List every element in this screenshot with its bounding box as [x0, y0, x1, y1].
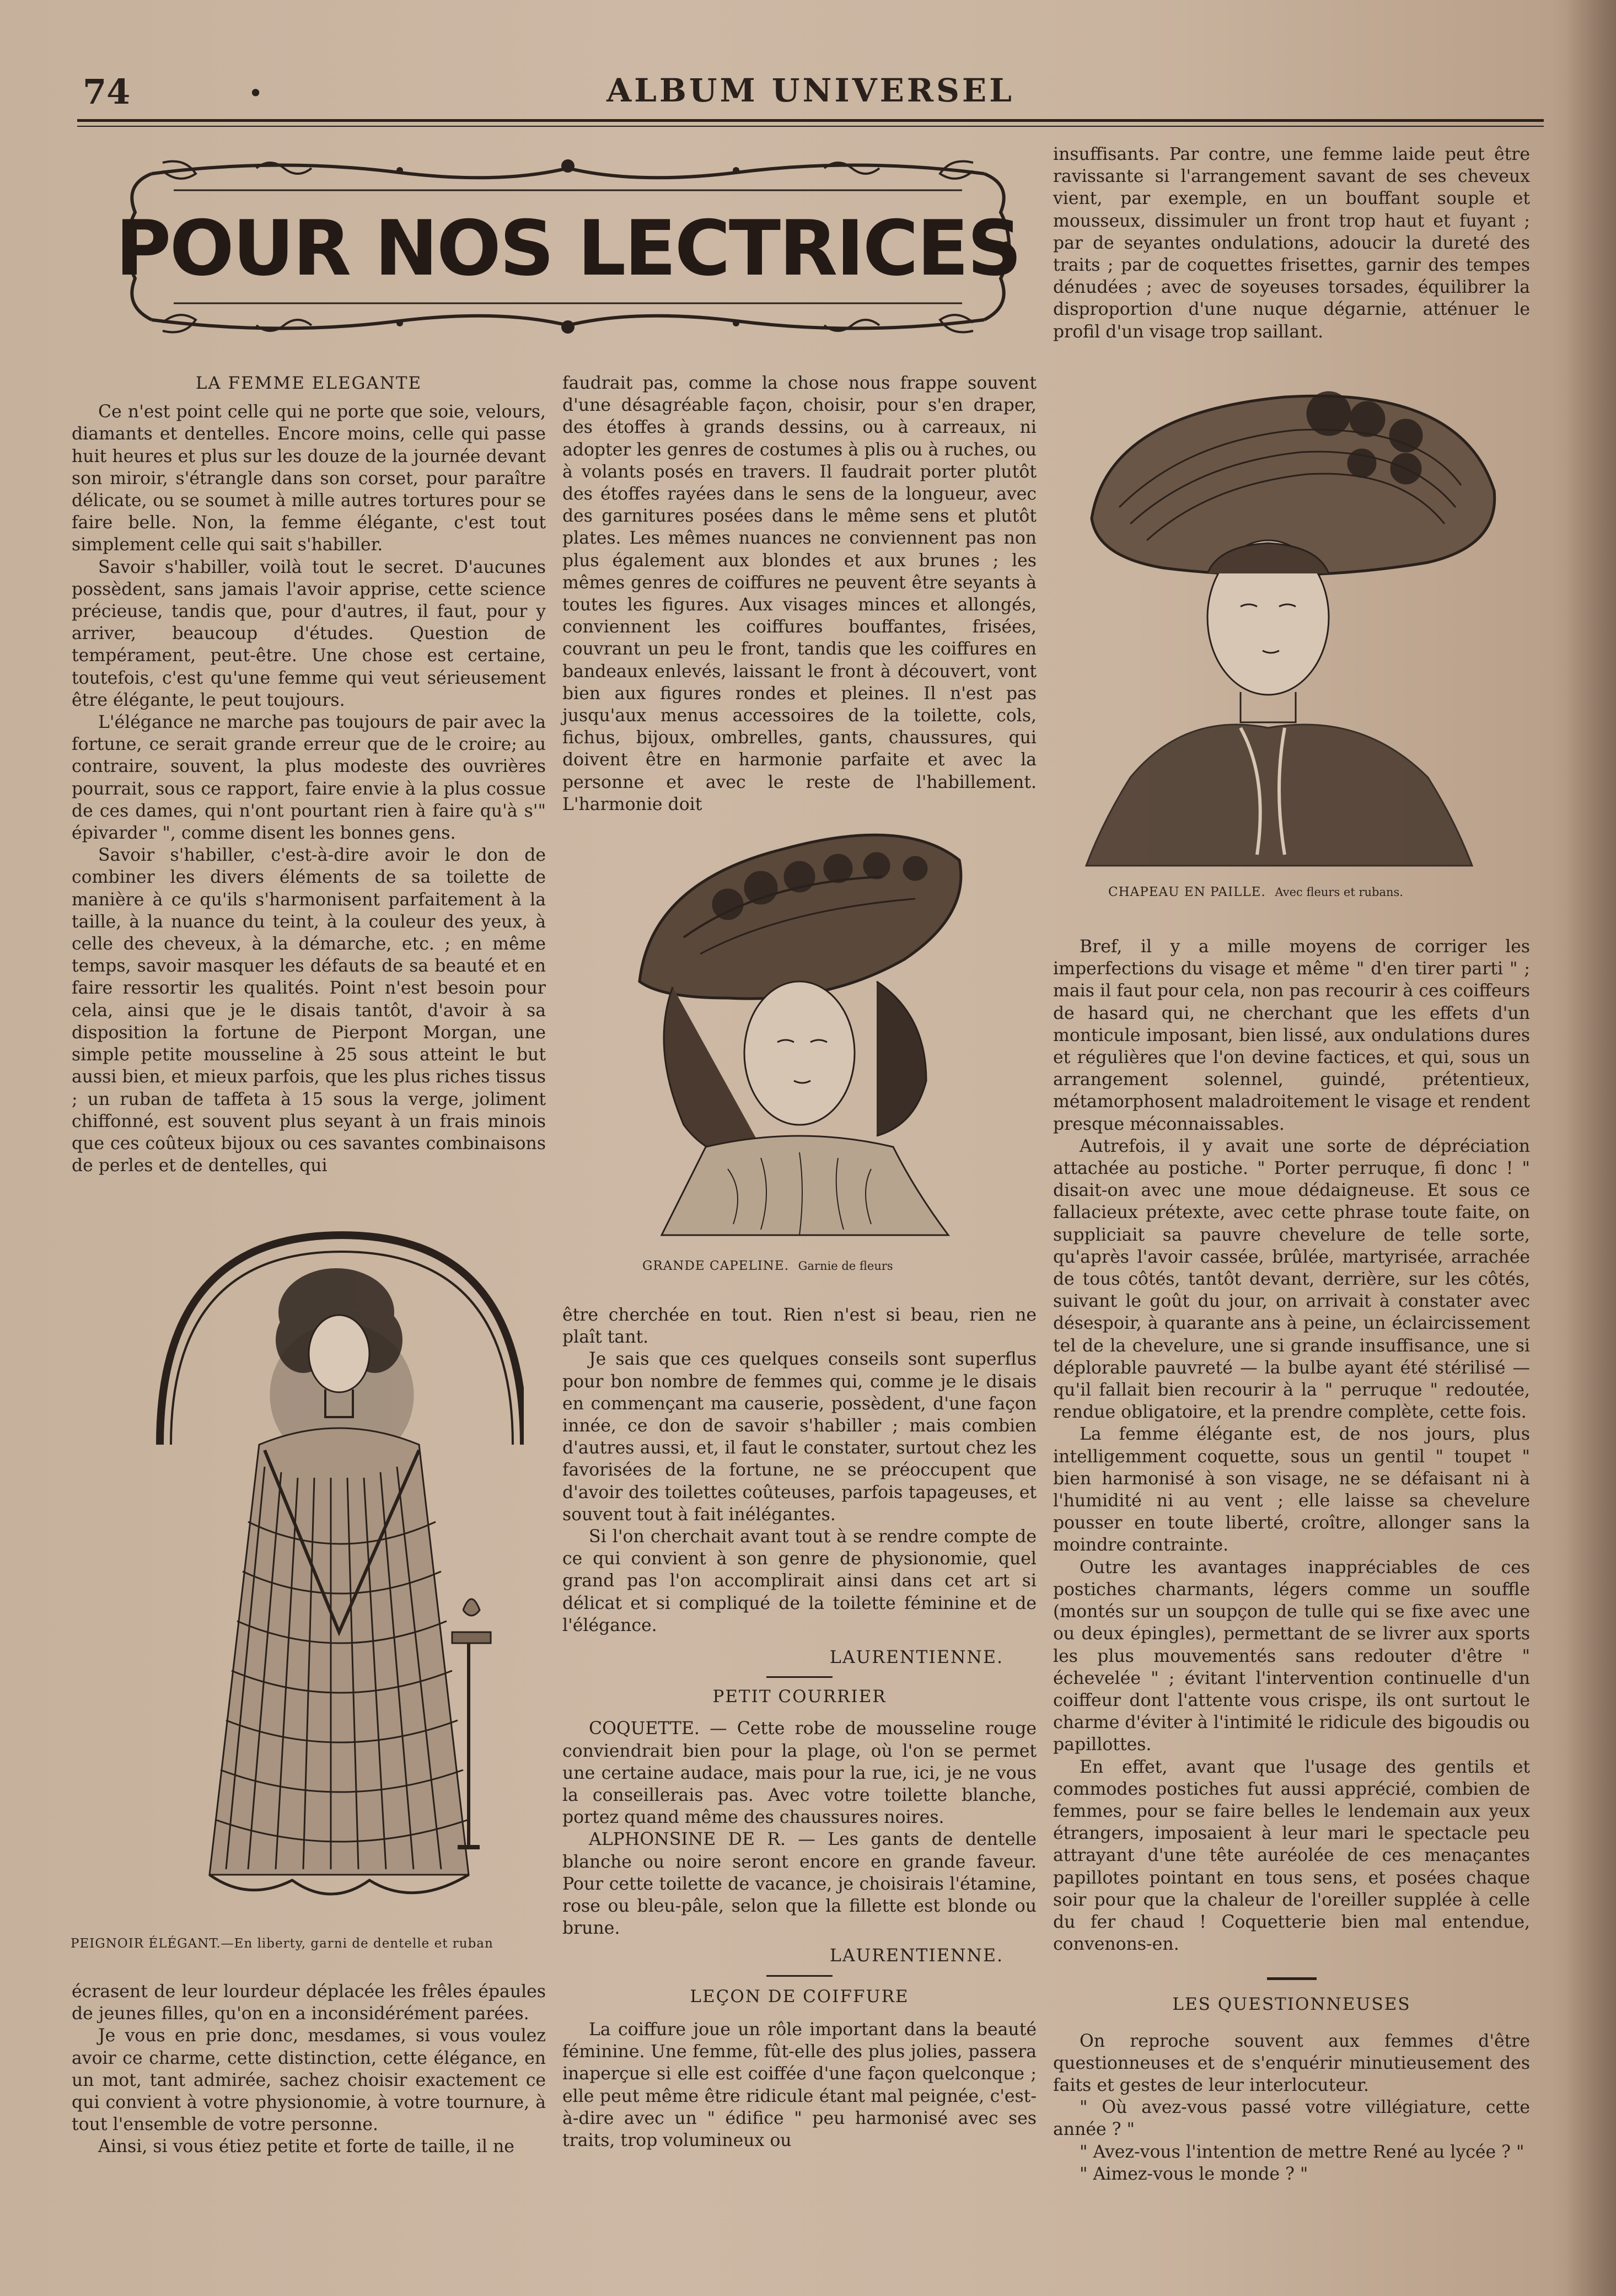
signature: LAURENTIENNE. — [829, 1648, 1003, 1668]
caption-capeline-main: GRANDE CAPELINE. — [642, 1259, 790, 1273]
paragraph: Savoir s'habiller, voilà tout le secret. D'aucunes possèdent, sans jamais l'avoir apprise, cette science précieuse, tandis que, pour d'autres, il faut, pour y arriver, beaucoup d'études. Question de tempérament, peut-être. Une chose est certaine, toutefois, c'est qu'une femme qui veut sérieusement être élégante, le peut toujours. — [72, 557, 546, 710]
paragraph: faudrait pas, comme la chose nous frappe souvent d'une désagréable façon, choisir, pour s'en draper, des étoffes à grands dessins, ou à carreaux, ni adopter les genres de costumes à plis ou à ruches, ou à volants posés en travers. Il faudrait porter plutôt des étoffes rayées dans le sens de la longueur, avec des garnitures posées dans le même sens et plutôt plates. Les mêmes nuances ne conviennent pas non plus également aux blondes et aux brunes ; les mêmes genres de coiffures ne peuvent être seyants à toutes les figures. Aux visages minces et allongés, conviennent les coiffures bouffantes, frisées, couvrant un peu le front, tandis que les coiffures en bandeaux enlevés, laissant le front à découvert, vont bien aux figures rondes et pleines. Il n'est pas jusqu'aux menus accessoires de la toilette, cols, fichus, bijoux, ombrelles, gants, chaussures, qui doivent être en harmonie parfaite et avec la personne et avec le reste de l'habillement. L'harmonie doit — [562, 373, 1037, 814]
paragraph: " Aimez-vous le monde ? " — [1080, 2164, 1308, 2184]
header-rule-thin — [77, 126, 1544, 127]
paragraph: Outre les avantages inappréciables de ces postiches charmants, légers comme un souffle (montés sur un soupçon de tulle qui se fixe avec une ou deux épingles), permettant de se livrer aux sports les plus mouvementés sans redouter d'être " échevelée " ; évitant l'intervention continuelle d'un coiffeur dont l'attente vous crispe, ils ont surtout le charme d'éviter à l'intimité le ridicule des bigoudis ou papillottes. — [1053, 1557, 1530, 1755]
paragraph: " Où avez-vous passé votre villégiature, cette année ? " — [1053, 2097, 1530, 2140]
column-1-bottom — [72, 1981, 546, 2158]
peignoir-drawing — [83, 1213, 524, 1919]
paragraph: En effet, avant que l'usage des gentils et commodes postiches fut aussi apprécié, combien de femmes, pour se faire belles le lendemain aux yeux étrangers, imposaient à leur mari le spectacle peu attrayant d'une tête auréolée de ces menaçantes papillotes pointant en tous sens, et posées chaque soir pour que la chaleur de l'oreiller supplée à celle du fer chaud ! Coquetterie bien mal entendue, convenons-en. — [1053, 1757, 1530, 1955]
page-edge-shadow — [1566, 0, 1616, 2296]
caption-capeline-sub: Garnie de fleurs — [798, 1259, 893, 1273]
section-divider — [766, 1975, 833, 1977]
chapeau-illustration — [1075, 380, 1505, 877]
caption-chapeau — [1108, 885, 1403, 899]
paragraph: Bref, il y a mille moyens de corriger les imperfections du visage et même " d'en tirer parti " ; mais il faut pour cela, non pas recourir à ces coiffeurs de hasard qui, ne cherchant que les effets d'un monticule imposant, bien lissé, aux ondulations dures et régulières que l'on devine factices, et qui, sous un arrangement solennel, guindé, prétentieux, métamorphosent maladroitement le visage et rendent presque méconnaissables. — [1053, 937, 1530, 1134]
column-1-top — [72, 372, 546, 1177]
column-3-top — [1053, 143, 1530, 343]
capeline-illustration — [618, 816, 970, 1241]
paragraph: Je vous en prie donc, mesdames, si vous voulez avoir ce charme, cette distinction, cette élégance, en un mot, tant admirée, sachez choisir exactement ce qui convient à votre physionomie, à votre tournure, à tout l'ensemble de votre personne. — [72, 2026, 546, 2135]
caption-capeline — [642, 1259, 893, 1273]
section-banner — [113, 152, 1023, 342]
paragraph: Si l'on cherchait avant tout à se rendre compte de ce qui convient à son genre de physionomie, quel grand pas l'on accomplirait ainsi dans cet art si délicat et si compliqué de la toilette féminine et de l'élégance. — [562, 1527, 1037, 1635]
page-number: 74 — [83, 72, 131, 112]
article-heading-petit-courrier: PETIT COURRIER — [712, 1687, 887, 1707]
paragraph: insuffisants. Par contre, une femme laide peut être ravissante si l'arrangement savant de ses cheveux vient, par exemple, en un bouffant souple et mousseux, dissimuler un front trop haut et fuyant ; par de seyantes ondulations, adoucir la dureté des traits ; par de coquettes frisettes, garnir des tempes dénudées ; avec de soyeuses torsades, équilibrer la disproportion d'une nuque dégarnie, atténuer le profil d'un visage trop saillant. — [1053, 144, 1530, 342]
caption-chapeau-main: CHAPEAU EN PAILLE. — [1108, 885, 1266, 899]
header-bullet: • — [248, 78, 264, 108]
article-heading-questionneuses: LES QUESTIONNEUSES — [1172, 1994, 1411, 2015]
header-rule — [77, 119, 1544, 122]
article-heading-lecon-de-coiffure: LEÇON DE COIFFURE — [690, 1986, 909, 2007]
column-3-bottom — [1053, 936, 1530, 2185]
section-divider — [766, 1676, 833, 1678]
paragraph: Savoir s'habiller, c'est-à-dire avoir le don de combiner les divers éléments de sa toilette de manière à ce qu'ils s'harmonisent parfaitement à la taille, à la nuance du teint, à la couleur des yeux, à celle des cheveux, à la démarche, etc. ; en même temps, savoir masquer les défauts de sa beauté et en faire ressortir les qualités. Point n'est besoin pour cela, ainsi que je le disais tantôt, d'avoir à sa disposition la fortune de Pierpont Morgan, une simple petite mousseline à 25 sous atteint le but aussi bien, et mieux parfois, que les plus riches tissus ; un ruban de taffeta à 15 sous la verge, joliment chiffonné, est souvent plus seyant à un frais minois que ces coûteux bijoux ou ces savantes combinaisons de perles et de dentelles, qui — [72, 845, 546, 1176]
paragraph: L'élégance ne marche pas toujours de pair avec la fortune, ce serait grande erreur que de le croire; au contraire, souvent, la plus modeste des ouvrières pourrait, sous ce rapport, faire envie à la plus cossue de ces dames, qui n'ont pourtant rien à faire qu'à s'" épivarder ", comme disent les bonnes gens. — [72, 712, 546, 844]
caption-chapeau-sub: Avec fleurs et rubans. — [1275, 886, 1403, 899]
paragraph: Ce n'est point celle qui ne porte que soie, velours, diamants et dentelles. Encore moins, celle qui passe huit heures et plus sur les douze de la journée devant son miroir, s'étrangle dans son corset, pour paraître délicate, ou se soumet à mille autres tortures pour se faire belle. Non, la femme élégante, c'est tout simplement celle qui sait s'habiller. — [72, 402, 546, 555]
paragraph: écrasent de leur lourdeur déplacée les frêles épaules de jeunes filles, qu'on en a inconsidérément parées. — [72, 1982, 546, 2024]
paragraph: " Avez-vous l'intention de mettre René au lycée ? " — [1080, 2142, 1524, 2162]
section-divider — [1267, 1977, 1317, 1980]
caption-peignoir: PEIGNOIR ÉLÉGANT.—En liberty, garni de dentelle et ruban — [71, 1936, 493, 1951]
banner-title: POUR NOS LECTRICES — [115, 204, 1021, 293]
paragraph: La coiffure joue un rôle important dans la beauté féminine. Une femme, fût-elle des plus jolies, passera inaperçue si elle est coiffée d'une façon quelconque ; elle peut même être ridicule étant mal peignée, c'est-à-dire avec un " édifice " peu harmonisé avec ses traits, trop volumineux ou — [562, 2019, 1037, 2150]
chapeau-drawing — [1075, 380, 1505, 877]
paragraph: Autrefois, il y avait une sorte de dépréciation attachée au postiche. " Porter perruque, fi donc ! " disait-on avec une moue dédaigneuse. Et sous ce fallacieux prétexte, avec cette phrase toute faite, on suppliciait sa pauvre chevelure de telle sorte, qu'après l'avoir cassée, brûlée, martyrisée, arrachée de tous côtés, tantôt devant, derrière, sur les côtés, suivant le goût du jour, on arrivait à constater avec désespoir, à quarante ans à peine, un éclaircissement tel de la chevelure, une si grande insuffisance, une si déplorable pauvreté — la bulbe ayant été stérilisé — qu'il fallait bien recourir à la " perruque " redoutée, rendue obligatoire, et la prendre complète, cette fois. — [1053, 1136, 1530, 1423]
capeline-drawing — [618, 816, 970, 1241]
article-heading-femme-elegante: LA FEMME ELEGANTE — [195, 373, 422, 393]
paragraph: On reproche souvent aux femmes d'être questionneuses et de s'enquérir minutieusement des faits et gestes de leur interlocuteur. — [1053, 2031, 1530, 2095]
paragraph: COQUETTE. — Cette robe de mousseline rouge conviendrait bien pour la plage, où l'on se permet une certaine audace, mais pour la rue, ici, je ne vous la conseillerais pas. Avec votre toilette blanche, portez quand même des chaussures noires. — [562, 1719, 1037, 1828]
column-2-bottom — [562, 1304, 1037, 2152]
paragraph: Je sais que ces quelques conseils sont superflus pour bon nombre de femmes qui, comme je le disais en commençant ma causerie, possèdent, d'une façon innée, ce don de savoir s'habiller ; mais combien d'autres aussi, et, il faut le constater, surtout chez les favorisées de la fortune, ne se préoccupent que d'avoir des toilettes coûteuses, parfois tapageuses, et souvent tout à fait inélégantes. — [562, 1349, 1037, 1525]
column-2-top — [562, 372, 1037, 816]
publication-title: ALBUM UNIVERSEL — [606, 72, 1014, 109]
paragraph: La femme élégante est, de nos jours, plus intelligemment coquette, sous un gentil " toupet " bien harmonisé à son visage, ne se défaisant ni à l'humidité ni au vent ; elle laisse sa chevelure pousser en toute liberté, croître, allonger sans la moindre contrainte. — [1053, 1424, 1530, 1555]
peignoir-illustration — [83, 1213, 524, 1919]
signature: LAURENTIENNE. — [829, 1946, 1003, 1966]
paragraph: ALPHONSINE DE R. — Les gants de dentelle blanche ou noire seront encore en grande faveur. Pour cette toilette de vacance, je choisirais l'étamine, rose ou bleu-pâle, selon que la fillette est blonde ou brune. — [562, 1830, 1037, 1939]
paragraph: être cherchée en tout. Rien n'est si beau, rien ne plaît tant. — [562, 1305, 1037, 1348]
paragraph: Ainsi, si vous étiez petite et forte de taille, il ne — [98, 2137, 514, 2157]
running-header — [77, 72, 1544, 121]
